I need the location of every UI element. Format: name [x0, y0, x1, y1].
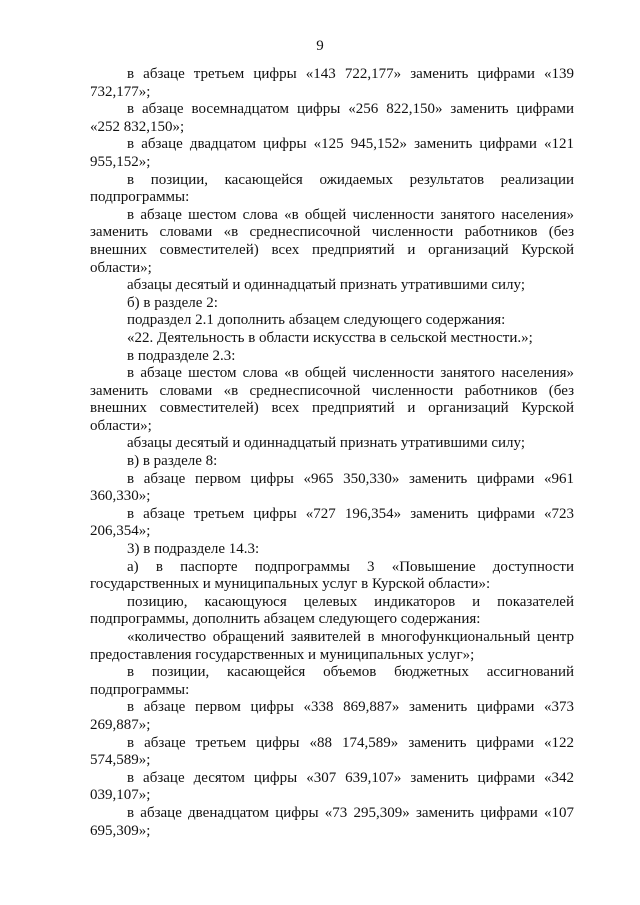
- paragraph: в абзаце двенадцатом цифры «73 295,309» заменить цифрами «107 695,309»;: [90, 804, 574, 839]
- paragraph: позицию, касающуюся целевых индикаторов и показателей подпрограммы, дополнить абзацем следующего содержания:: [90, 593, 574, 628]
- paragraph: в) в разделе 8:: [127, 453, 218, 470]
- document-body: [90, 66, 574, 840]
- paragraph: «количество обращений заявителей в многофункциональный центр предоставления государственных и муниципальных услуг»;: [90, 629, 574, 663]
- paragraph: абзацы десятый и одиннадцатый признать утратившими силу;: [127, 277, 525, 294]
- paragraph: а) в паспорте подпрограммы 3 «Повышение доступности государственных и муниципальных услуг в Курской области»:: [90, 558, 574, 593]
- paragraph: в абзаце третьем цифры «143 722,177» заменить цифрами «139 732,177»;: [90, 66, 574, 100]
- page-number: 9: [316, 38, 324, 54]
- paragraph: в абзаце первом цифры «338 869,887» заменить цифрами «373 269,887»;: [90, 699, 574, 733]
- paragraph: б) в разделе 2:: [127, 294, 218, 311]
- paragraph: в абзаце двадцатом цифры «125 945,152» заменить цифрами «121 955,152»;: [90, 136, 574, 170]
- paragraph: в абзаце третьем цифры «88 174,589» заменить цифрами «122 574,589»;: [90, 734, 574, 769]
- paragraph: в подразделе 2.3:: [127, 347, 236, 364]
- paragraph: в абзаце восемнадцатом цифры «256 822,150» заменить цифрами «252 832,150»;: [90, 101, 574, 135]
- paragraph: абзацы десятый и одиннадцатый признать утратившими силу;: [127, 435, 525, 452]
- paragraph: в позиции, касающейся объемов бюджетных ассигнований подпрограммы:: [90, 664, 574, 698]
- paragraph: «22. Деятельность в области искусства в сельской местности.»;: [127, 329, 533, 346]
- paragraph: в абзаце первом цифры «965 350,330» заменить цифрами «961 360,330»;: [90, 470, 574, 505]
- paragraph: в позиции, касающейся ожидаемых результатов реализации подпрограммы:: [90, 171, 574, 206]
- paragraph: в абзаце десятом цифры «307 639,107» заменить цифрами «342 039,107»;: [90, 769, 574, 804]
- paragraph: в абзаце шестом слова «в общей численности занятого населения» заменить словами «в среднесписочной численности работников (без внешних совместителей) всех предприятий и организаций Курской области»;: [90, 365, 574, 434]
- paragraph: 3) в подразделе 14.3:: [127, 541, 260, 558]
- paragraph: в абзаце шестом слова «в общей численности занятого населения» заменить словами «в среднесписочной численности работников (без внешних совместителей) всех предприятий и организаций Курской области»;: [90, 206, 574, 276]
- paragraph: подраздел 2.1 дополнить абзацем следующего содержания:: [127, 312, 506, 329]
- paragraph: в абзаце третьем цифры «727 196,354» заменить цифрами «723 206,354»;: [90, 505, 574, 540]
